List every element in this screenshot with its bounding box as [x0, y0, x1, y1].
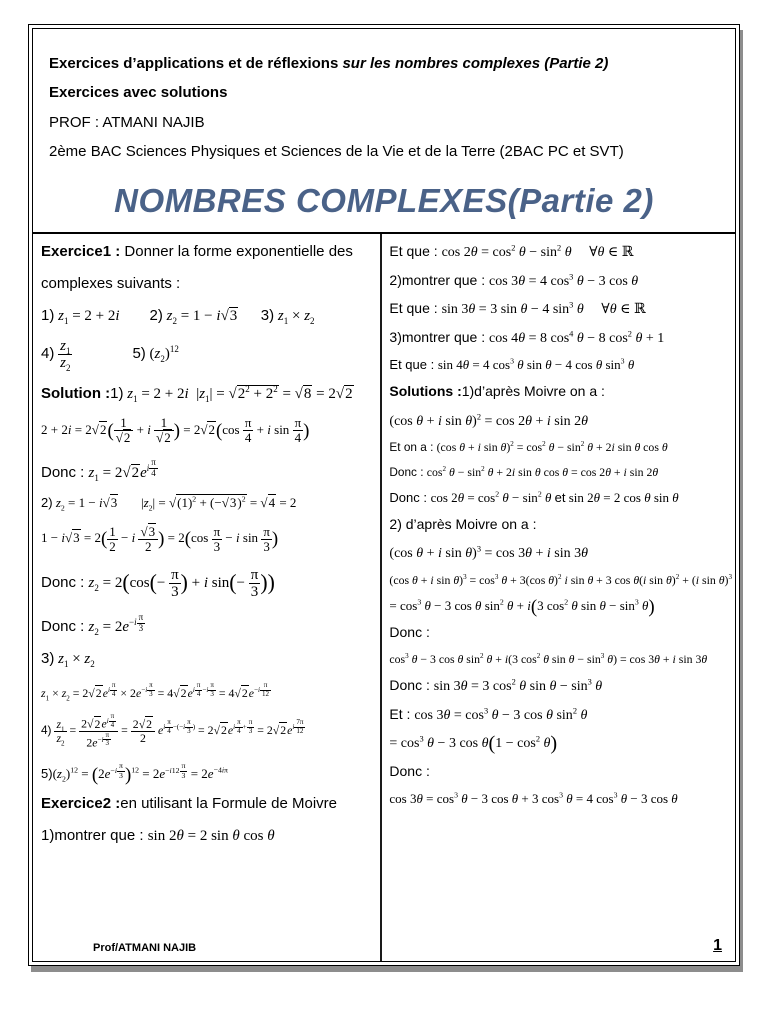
header-line-4: 2ème BAC Sciences Physiques et Sciences de la Vie et de la Terre (2BAC PC et SVT): [49, 142, 624, 160]
page-number: 1: [713, 937, 722, 954]
math-expression: Et que : sin 3θ = 3 sin θ − 4 $\sin^3 \theta$ ∀θ ∈ ℝ: [389, 300, 646, 317]
math-expression: (cos θ + i $\sin \theta)^3 = \cos^3 \theta + 3(\cos$ θ)$^2$ i sin θ + 3 cos θ(i sin θ)$^2$ + (i sin θ)$^3$: [389, 572, 732, 587]
math-expression: Et on a : (cos θ + i $\sin \theta)^2 = \cos^2 \theta - \sin^2 \theta + 2i$ sin θ cos θ: [389, 440, 668, 455]
math-line: [41, 682, 377, 700]
math-expression: $z_1 \times z_2 = 2√2e^{i \frac{\pi}{4}}$ × $2e^{-i \frac{\pi}{3}}$ = $4√2e^{i \frac{\pi}{4} -i \frac{\pi}{3}}$ = $4√2e^{-i \frac{\pi}{12}}$: [41, 680, 270, 702]
math-line: [41, 458, 377, 482]
math-line: [389, 595, 732, 617]
math-line: [41, 243, 377, 262]
page-border-inner: [32, 28, 736, 962]
math-expression: 4) $\frac{z_1}{z_2}$ = $2√2e^{i \frac{\pi}{4}}$ $2e^{-i \frac{\pi}{3}}$ = $\frac{2√2}{2}$ $e^{i \frac{\pi}{4} -(-i \frac{\pi}{3} )} = 2√2e^{i \frac{\pi}{4} + \frac{\pi}{3}}$ = $2√2e^{i \frac{7\pi}{12}}$: [41, 712, 304, 750]
right-column: [382, 234, 735, 961]
math-expression: 2) $z_2 = 1 - i√3$ $|z_2| = √(1)^2 + (-√3)^2 = √4 = 2$: [41, 495, 297, 514]
math-expression: Donc :: [389, 623, 430, 640]
footer-author: Prof/ATMANI NAJIB: [93, 942, 197, 954]
math-line: [389, 329, 732, 348]
math-line: [41, 275, 377, 294]
math-expression: Et que : sin 4θ = 4 $\cos^3 \theta$ sin θ − 4 cos θ $\sin^3 \theta$: [389, 356, 635, 372]
math-expression: Donner la forme exponentielle des: [120, 243, 353, 260]
math-expression: 2 + 2i = 2√2( $\frac{1}{√2}$ + i $\frac{1}{√2}$ ) = 2√2(cos $\frac{\pi}{4}$ + i sin $\frac{\pi}{4}$ ): [41, 415, 310, 446]
math-line: [41, 307, 377, 326]
math-expression: (cos θ + i sin θ)$^3$ = cos 3θ + i sin 3θ: [389, 544, 588, 562]
math-expression: Donc : sin 3θ = 3 $\cos^2 \theta$ $\sin \theta - \sin^3 \theta$: [389, 677, 603, 695]
math-expression: 3) $z_1 \times z_2$: [41, 650, 95, 670]
bold-label: Solution :: [41, 384, 111, 402]
math-line: [41, 525, 377, 554]
math-line: [389, 465, 732, 480]
math-line: [389, 243, 732, 262]
math-line: [389, 383, 732, 402]
math-line: [389, 490, 732, 506]
math-line: [41, 416, 377, 445]
math-line: [389, 573, 732, 588]
math-line: [389, 624, 732, 643]
bold-label: Exercice1 :: [41, 243, 121, 260]
header-line-1-italic: sur les nombres complexes (Partie 2): [342, 55, 609, 72]
math-expression: 2) d’après Moivre on a :: [389, 515, 537, 532]
header-line-3: PROF : ATMANI NAJIB: [49, 113, 205, 131]
bold-label: Solutions :: [389, 383, 462, 400]
math-line: [41, 827, 377, 846]
math-expression: 4) $\frac{z_1}{z_2}$ 5) $(z_2)^{12}$: [41, 338, 179, 374]
math-expression: = $\cos^3 \theta - 3$ $\cos \theta(1 - \cos^2 \theta)$: [389, 732, 558, 755]
right-lines: [389, 243, 732, 817]
math-expression: $5)(z_2)^{12} = (2e^{-i \frac{\pi}{3}}$ )$^{12} = 2e^{-i12 \frac{\pi}{3}}$ = $2e^{-4i\pi}$: [41, 761, 228, 786]
header-line-1-bold: Exercices d’applications et de réflexions: [49, 55, 343, 72]
math-line: [41, 567, 377, 600]
math-line: [389, 300, 732, 319]
math-line: [389, 357, 732, 373]
math-expression: 1)montrer que : sin 2θ = 2 sin θ cos θ: [41, 827, 275, 845]
math-line: [389, 677, 732, 696]
math-line: [389, 412, 732, 431]
math-expression: (cos θ + i sin θ)$^2$ = cos 2θ + i sin 2θ: [389, 412, 588, 429]
math-expression: Et : $\cos 3\theta = \cos^3 \theta - 3$ cos θ $\sin^2 \theta$: [389, 705, 588, 723]
math-expression: 3)montrer que : cos 4θ = 8 $\cos^4 \theta - 8$ $\cos^2 \theta + 1$: [389, 328, 665, 346]
left-lines: [41, 243, 377, 859]
math-expression: 1) $z_1 = 2 + 2i$ 2) $z_2 = 1 - i√3$ 3) $z_1 \times z_2$: [41, 306, 315, 326]
math-line: [389, 272, 732, 291]
math-line: [389, 763, 732, 782]
math-line: [389, 706, 732, 725]
math-expression: Donc : $\cos 2\theta = \cos^2 \theta - \sin^2 \theta$ et sin 2θ = 2 cos θ sin θ: [389, 489, 679, 505]
math-expression: Donc : $\cos^2 \theta - \sin^2 \theta + 2i$ sin θ cos θ = cos 2θ + i sin 2θ: [389, 464, 659, 479]
math-line: [41, 495, 377, 514]
math-line: [41, 761, 377, 786]
math-expression: Donc : $z_2 = 2e^{-i \frac{\pi}{3}}$: [41, 612, 144, 638]
page-frame: [28, 24, 740, 966]
math-expression: en utilisant la Formule de Moivre: [120, 795, 337, 813]
math-line: [389, 791, 732, 807]
math-expression: Donc : $z_1 = 2√2e^{i \frac{\pi}{4}}$: [41, 457, 156, 483]
math-line: [41, 613, 377, 637]
math-line: [389, 440, 732, 455]
left-column: [33, 234, 380, 961]
math-line: [389, 652, 732, 667]
page-title: NOMBRES COMPLEXES(Partie 2): [114, 182, 654, 219]
math-expression: Et que : $\cos 2\theta = \cos^2 \theta - \sin^2 \theta$ ∀θ ∈ ℝ: [389, 243, 634, 260]
math-expression: $\cos^3 \theta - 3$ cos θ $\sin^2 \theta + i(3$ $\cos^2 \theta$ $\sin \theta - \sin^3 \theta) = \cos 3\theta + i$ sin 3θ: [389, 652, 708, 667]
math-line: [41, 338, 377, 374]
math-expression: $\cos 3\theta = \cos^3 \theta - 3$ cos θ + 3 $\cos^3 \theta = 4$ $\cos^3 \theta - 3$ cos θ: [389, 790, 678, 807]
math-line: [389, 516, 732, 535]
math-expression: = $\cos^3 \theta - 3$ cos θ $\sin^2 \theta + i(3$ $\cos^2 \theta$ $\sin \theta - \sin^3 \theta$): [389, 595, 655, 617]
two-column-body: [33, 234, 735, 961]
math-expression: 1 − i√3 = 2( $\frac{1}{2}$ − i $\frac{√3}{2}$ ) = 2(cos $\frac{\pi}{3}$ − i sin $\frac{\pi}{3}$ ): [41, 523, 279, 554]
math-line: [41, 385, 377, 404]
math-line: [41, 795, 377, 814]
math-line: [41, 650, 377, 669]
document-header: [33, 29, 735, 174]
math-expression: 2)montrer que : cos 3θ = 4 $\cos^3 \theta - 3$ cos θ: [389, 271, 639, 289]
math-expression: Donc :: [389, 762, 430, 779]
header-line-2: Exercices avec solutions: [49, 84, 228, 102]
header-line-1: [49, 55, 721, 72]
math-line: [41, 713, 377, 749]
bold-label: Exercice2 :: [41, 795, 121, 813]
math-line: [389, 734, 732, 753]
math-line: [389, 544, 732, 563]
math-expression: 1)d’après Moivre on a :: [461, 383, 605, 400]
math-expression: complexes suivants :: [41, 274, 181, 292]
math-expression: 1) $z_1 = 2 + 2i$ $|z_1| = √2^2 + 2^2 = √8 = 2√2$: [110, 383, 353, 404]
math-expression: Donc : $z_2 = 2(\cos(-$ $\frac{\pi}{3}$ ) + i sin(− $\frac{\pi}{3}$ )): [41, 566, 275, 600]
